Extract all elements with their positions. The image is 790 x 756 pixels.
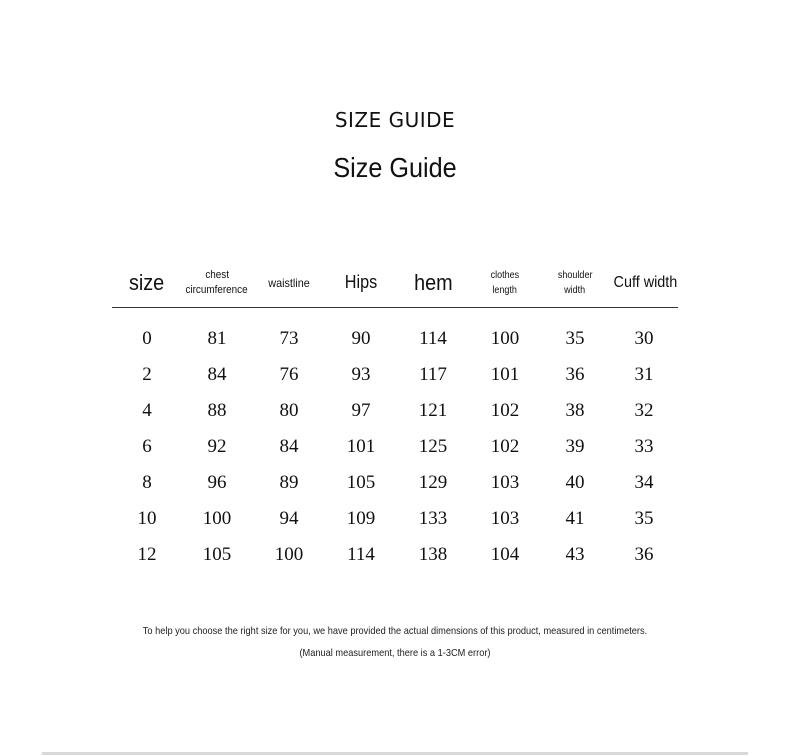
table-cell-chest: 84: [207, 364, 227, 385]
table-cell-waist: 73: [279, 328, 299, 349]
table-row: [112, 357, 678, 393]
table-cell-hem: 129: [418, 472, 448, 493]
table-cell-cuff: 33: [634, 436, 654, 457]
table-cell-length: 102: [490, 436, 520, 457]
header-hips: [326, 258, 396, 307]
table-row: [112, 429, 678, 465]
table-cell-chest: 96: [207, 472, 227, 493]
table-cell-chest: 100: [202, 508, 232, 529]
table-cell-chest: 92: [207, 436, 227, 457]
table-cell-cuff: 35: [634, 508, 654, 529]
table-header-row: [112, 258, 678, 308]
table-cell-length: 102: [490, 400, 520, 421]
table-cell-cuff: 32: [634, 400, 654, 421]
table-cell-hips: 90: [351, 328, 371, 349]
table-row: [112, 321, 678, 357]
header-chest-line1: chest: [205, 268, 229, 281]
table-cell-shoulder: 35: [565, 328, 585, 349]
table-cell-length: 100: [490, 328, 520, 349]
table-cell-length: 104: [490, 544, 520, 565]
header-hem-label: hem: [413, 269, 453, 295]
table-cell-shoulder: 39: [565, 436, 585, 457]
table-cell-cuff: 31: [634, 364, 654, 385]
header-waist: [254, 258, 324, 307]
table-cell-chest: 88: [207, 400, 227, 421]
table-cell-hem: 125: [418, 436, 448, 457]
size-table: [112, 258, 678, 573]
table-cell-waist: 89: [279, 472, 299, 493]
header-shoulder: [540, 258, 610, 307]
page-subtitle: Size Guide: [333, 152, 457, 183]
table-body: [112, 321, 678, 573]
table-cell-shoulder: 43: [565, 544, 585, 565]
table-cell-hem: 114: [419, 328, 447, 349]
table-cell-waist: 80: [279, 400, 299, 421]
table-cell-hem: 133: [418, 508, 448, 529]
table-cell-cuff: 34: [634, 472, 654, 493]
page-title: SIZE GUIDE: [334, 108, 456, 132]
table-cell-chest: 105: [202, 544, 232, 565]
header-cuff-label: Cuff width: [613, 273, 677, 291]
table-cell-length: 103: [490, 508, 520, 529]
bottom-divider: [42, 752, 748, 755]
table-cell-hips: 97: [351, 400, 371, 421]
table-cell-size: 12: [137, 544, 157, 565]
header-length-line1: clothes: [490, 269, 520, 281]
table-cell-size: 8: [142, 472, 152, 493]
table-cell-waist: 84: [279, 436, 299, 457]
header-waist-label: waistline: [268, 275, 310, 290]
table-cell-size: 2: [142, 364, 152, 385]
table-cell-shoulder: 40: [565, 472, 585, 493]
table-cell-size: 0: [142, 328, 152, 349]
table-cell-hips: 109: [346, 508, 376, 529]
header-cuff: [608, 258, 682, 307]
table-cell-cuff: 30: [634, 328, 654, 349]
table-cell-shoulder: 38: [565, 400, 585, 421]
table-cell-hem: 121: [418, 400, 448, 421]
table-cell-hips: 105: [346, 472, 376, 493]
measurement-note: To help you choose the right size for you, we have provided the actual dimensions of this product, measured in centimeters.: [142, 625, 648, 637]
table-cell-shoulder: 36: [565, 364, 585, 385]
table-cell-waist: 76: [279, 364, 299, 385]
table-cell-waist: 100: [274, 544, 304, 565]
header-length-line2: length: [492, 284, 518, 296]
header-hips-label: Hips: [344, 272, 378, 292]
table-row: [112, 501, 678, 537]
table-cell-size: 6: [142, 436, 152, 457]
table-cell-length: 101: [490, 364, 520, 385]
table-cell-size: 10: [137, 508, 157, 529]
table-row: [112, 465, 678, 501]
table-cell-hips: 101: [346, 436, 376, 457]
error-note: (Manual measurement, there is a 1-3CM error): [299, 647, 491, 659]
header-shoulder-line2: width: [564, 284, 586, 296]
table-cell-waist: 94: [279, 508, 299, 529]
table-cell-hips: 93: [351, 364, 371, 385]
table-row: [112, 537, 678, 573]
table-cell-shoulder: 41: [565, 508, 585, 529]
table-row: [112, 393, 678, 429]
table-cell-hem: 117: [419, 364, 447, 385]
table-cell-hips: 114: [347, 544, 375, 565]
table-cell-chest: 81: [207, 328, 227, 349]
table-cell-hem: 138: [418, 544, 448, 565]
header-length: [470, 258, 540, 307]
header-chest: [182, 258, 252, 307]
header-shoulder-line1: shoulder: [557, 269, 593, 281]
table-cell-cuff: 36: [634, 544, 654, 565]
header-size-label: size: [129, 269, 165, 295]
header-hem: [398, 258, 468, 307]
table-cell-size: 4: [142, 400, 152, 421]
header-size: [112, 258, 182, 307]
header-chest-line2: circumference: [185, 283, 249, 296]
table-cell-length: 103: [490, 472, 520, 493]
